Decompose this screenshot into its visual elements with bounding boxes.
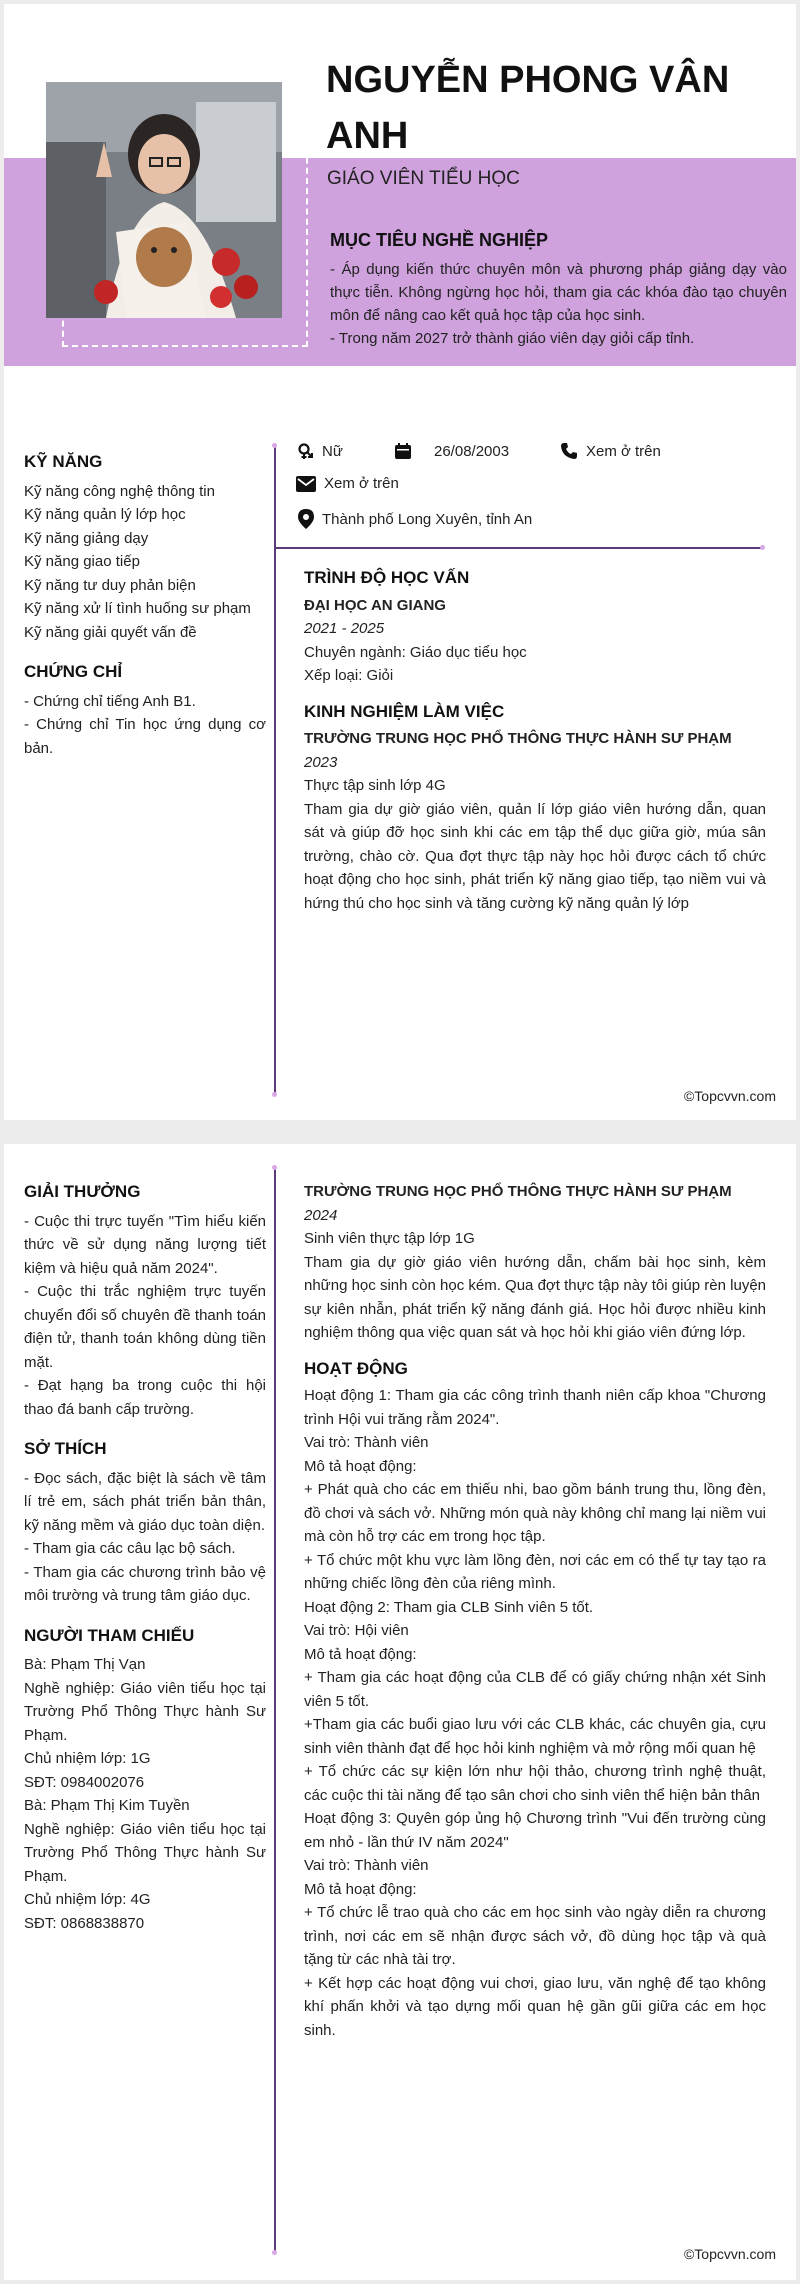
hobby-item: - Đọc sách, đặc biệt là sách về tâm lí trẻ em, sách phát triển bản thân, kỹ năng mềm và giáo dục toàn diện.	[24, 1469, 266, 1534]
experience-continued	[304, 1180, 766, 2042]
activity-line: + Tổ chức các sự kiện lớn như hội thảo, chương trình nghệ thuật, các cuộc thi tài năng để tạo sân chơi cho sinh viên thể hiện bản thân	[304, 1763, 766, 1804]
experience-title: KINH NGHIỆM LÀM VIỆC	[304, 701, 505, 721]
activity-line: Vai trò: Thành viên	[304, 1857, 429, 1874]
divider-dot	[760, 545, 765, 550]
vertical-divider	[274, 1168, 276, 2254]
cv-page-1	[4, 4, 796, 1120]
activity-line: + Phát quà cho các em thiếu nhi, bao gồm bánh trung thu, lồng đèn, đồ chơi và sách vở. Những món quà này không chỉ mang lại niềm vui mà còn hỗ trợ các em trong học tập.	[304, 1481, 766, 1545]
activity-line: + Tham gia các hoạt động của CLB để có giấy chứng nhận xét Sinh viên 5 tốt.	[304, 1669, 766, 1710]
reference-line: SĐT: 0984002076	[24, 1773, 145, 1791]
job-year: 2024	[304, 1206, 338, 1224]
objective-title: MỤC TIÊU NGHỀ NGHIỆP	[330, 230, 549, 250]
location-pin-icon	[298, 509, 314, 529]
job-role: Thực tập sinh lớp 4G	[304, 777, 446, 794]
address-value: Thành phố Long Xuyên, tỉnh An	[322, 510, 533, 528]
skill-item: Kỹ năng quản lý lớp học	[24, 506, 186, 523]
cv-page-2	[4, 1144, 796, 2280]
skills-title: KỸ NĂNG	[24, 452, 103, 471]
contact-address	[298, 509, 532, 529]
contact-birthday	[394, 442, 509, 460]
reference-line: Bà: Phạm Thị Kim Tuyền	[24, 1797, 190, 1814]
skill-item: Kỹ năng giao tiếp	[24, 553, 140, 570]
skills-section	[24, 450, 266, 760]
divider-dot	[272, 443, 277, 448]
activity-line: Vai trò: Thành viên	[304, 1434, 429, 1451]
reference-line: SĐT: 0868838870	[24, 1914, 145, 1932]
activity-line: + Tổ chức lễ trao quà cho các em học sinh vào ngày diễn ra chương trình, nơi các em sẽ nhận được sách vở, đồ dùng học tập và quà tặng từ các nhà tài trợ.	[304, 1904, 766, 1968]
vertical-divider	[274, 446, 276, 1096]
contact-phone	[560, 442, 661, 460]
education-school: ĐẠI HỌC AN GIANG	[304, 596, 446, 614]
calendar-icon	[394, 442, 412, 460]
job-description: Tham gia dự giờ giáo viên hướng dẫn, chấm bài học sinh, kèm những học sinh còn học kém. Qua đợt thực tập này tôi giúp rèn luyện sự kiên nhẫn, phát triển kỹ năng đánh giá. Học hỏi được nhiều kinh nghiệm thông qua việc quan sát và học hỏi khi giáo viên đứng lớp.	[304, 1253, 766, 1341]
job-org: TRƯỜNG TRUNG HỌC PHỔ THÔNG THỰC HÀNH SƯ PHẠM	[304, 1183, 732, 1200]
activity-line: Mô tả hoạt động:	[304, 1457, 417, 1475]
activity-line: Hoạt động 2: Tham gia CLB Sinh viên 5 tốt.	[304, 1598, 594, 1616]
job-year: 2023	[304, 753, 338, 771]
gender-icon	[296, 442, 314, 460]
birthday-value: 26/08/2003	[434, 442, 510, 460]
contact-gender	[296, 442, 343, 460]
hobby-item: - Tham gia các chương trình bảo vệ môi trường và trung tâm giáo dục.	[24, 1563, 266, 1604]
certificates-title: CHỨNG CHỈ	[24, 662, 123, 681]
divider-dot	[272, 1092, 277, 1097]
footer-credit[interactable]: ©Topcvvn.com	[683, 2246, 776, 2262]
job-description: Tham gia dự giờ giáo viên, quản lí lớp giáo viên hướng dẫn, quan sát và giúp đỡ học sinh khi các em tập thể dục giữa giờ, múa sân trường, chào cờ. Qua đợt thực tập này học hỏi được cách tổ chức hoạt động cho học sinh, phát triển kỹ năng giao tiếp, tạo niềm vui và hứng thú cho học sinh và tăng cường kỹ năng quản lý lớp	[304, 800, 766, 912]
education-section	[304, 566, 766, 915]
contact-divider	[274, 547, 762, 549]
skill-item: Kỹ năng xử lí tình huống sư phạm	[24, 600, 251, 617]
education-major: Chuyên ngành: Giáo dục tiểu học	[304, 643, 527, 661]
contact-email	[296, 475, 399, 492]
activity-line: Vai trò: Hội viên	[304, 1622, 409, 1639]
objective-text	[330, 258, 787, 350]
education-title: TRÌNH ĐỘ HỌC VẤN	[304, 568, 470, 587]
email-value: Xem ở trên	[324, 475, 399, 492]
activities-title: HOẠT ĐỘNG	[304, 1358, 408, 1378]
gender-value: Nữ	[322, 442, 343, 460]
activity-line: + Tổ chức một khu vực làm lồng đèn, nơi các em có thể tự tay tạo ra những chiếc lồng đèn của riêng mình.	[304, 1551, 766, 1592]
award-item: - Đạt hạng ba trong cuộc thi hội thao đá banh cấp trường.	[24, 1377, 266, 1418]
hobbies-title: SỞ THÍCH	[24, 1439, 107, 1458]
divider-dot	[272, 1165, 277, 1170]
reference-line: Chủ nhiệm lớp: 1G	[24, 1750, 151, 1767]
profile-photo	[46, 82, 282, 318]
skill-item: Kỹ năng giảng dạy	[24, 529, 149, 547]
award-item: - Cuộc thi trắc nghiệm trực tuyến chuyển đổi số chuyên đề thanh toán điện tử, thanh toán không dùng tiền mặt.	[24, 1283, 266, 1371]
skill-item: Kỹ năng công nghệ thông tin	[24, 482, 215, 500]
awards-title: GIẢI THƯỞNG	[24, 1182, 141, 1201]
reference-line: Nghề nghiệp: Giáo viên tiểu học tại Trường Phổ Thông Thực hành Sư Phạm.	[24, 1820, 266, 1885]
phone-value: Xem ở trên	[586, 442, 661, 460]
activity-line: + Kết hợp các hoạt động vui chơi, giao lưu, văn nghệ để tạo không khí phấn khởi và tạo dựng mối quan hệ gần gũi giữa các em học sinh.	[304, 1974, 766, 2039]
footer-credit[interactable]: ©Topcvvn.com	[683, 1088, 776, 1104]
divider-dot	[272, 2250, 277, 2255]
activity-line: Hoạt động 3: Quyên góp ủng hộ Chương trình "Vui đến trường cùng em nhỏ - lần thứ IV năm 2024"	[304, 1810, 766, 1851]
job-role: Sinh viên thực tập lớp 1G	[304, 1230, 475, 1247]
certificate-item: - Chứng chỉ Tin học ứng dụng cơ bản.	[24, 716, 266, 757]
email-icon	[296, 476, 316, 492]
activity-line: Mô tả hoạt động:	[304, 1645, 417, 1663]
award-item: - Cuộc thi trực tuyến "Tìm hiểu kiến thức về sử dụng năng lượng tiết kiệm và hiệu quả năm 2024".	[24, 1212, 266, 1277]
candidate-position: GIÁO VIÊN TIỂU HỌC	[327, 168, 520, 189]
hobby-item: - Tham gia các câu lạc bộ sách.	[24, 1540, 236, 1557]
candidate-name: NGUYỄN PHONG VÂN ANH	[326, 59, 730, 157]
skill-item: Kỹ năng giải quyết vấn đề	[24, 623, 197, 641]
job-org: TRƯỜNG TRUNG HỌC PHỔ THÔNG THỰC HÀNH SƯ PHẠM	[304, 730, 732, 747]
education-period: 2021 - 2025	[304, 620, 385, 637]
activity-line: +Tham gia các buổi giao lưu với các CLB khác, các chuyên gia, cựu sinh viên thành đạt để học hỏi kinh nghiệm và mở rộng mối quan hệ	[304, 1716, 766, 1757]
objective-line: - Trong năm 2027 trở thành giáo viên dạy giỏi cấp tỉnh.	[330, 330, 695, 347]
reference-line: Chủ nhiệm lớp: 4G	[24, 1891, 151, 1908]
skill-item: Kỹ năng tư duy phản biện	[24, 576, 196, 594]
awards-section	[24, 1180, 266, 1935]
objective-line: - Áp dụng kiến thức chuyên môn và phương pháp giảng dạy vào thực tiễn. Không ngừng học hỏi, tham gia các khóa đào tạo chuyên môn để nâng cao kết quả học tập của học sinh.	[330, 261, 787, 324]
activity-line: Mô tả hoạt động:	[304, 1880, 417, 1898]
activity-line: Hoạt động 1: Tham gia các công trình thanh niên cấp khoa "Chương trình Hội vui trăng rằm 2024".	[304, 1387, 766, 1428]
phone-icon	[560, 442, 578, 460]
reference-line: Bà: Phạm Thị Vạn	[24, 1656, 146, 1673]
references-title: NGƯỜI THAM CHIẾU	[24, 1625, 195, 1645]
reference-line: Nghề nghiệp: Giáo viên tiểu học tại Trường Phổ Thông Thực hành Sư Phạm.	[24, 1679, 266, 1744]
certificate-item: - Chứng chỉ tiếng Anh B1.	[24, 692, 196, 710]
education-rank: Xếp loại: Giỏi	[304, 667, 394, 684]
